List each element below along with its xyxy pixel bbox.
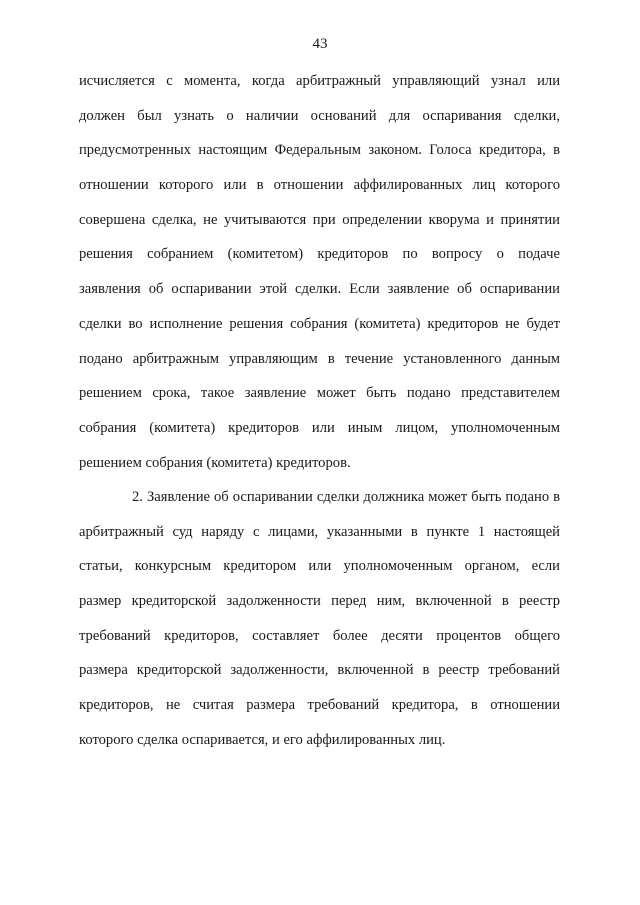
text-line: отношении которого или в отношении аффилированных лиц которого <box>79 177 560 194</box>
text-line: исчисляется с момента, когда арбитражный управляющий узнал или <box>79 73 560 89</box>
text-line: сделки во исполнение решения собрания (комитета) кредиторов не будет <box>79 315 560 332</box>
text-line: решением собрания (комитета) кредиторов. <box>79 454 351 471</box>
text-line: заявления об оспаривании этой сделки. Если заявление об оспаривании <box>79 281 560 298</box>
page-number: 43 <box>312 36 328 52</box>
text-line: подано арбитражным управляющим в течение установленного данным <box>79 350 560 367</box>
text-line: арбитражный суд наряду с лицами, указанными в пункте 1 настоящей <box>79 523 560 540</box>
text-line: решения собранием (комитетом) кредиторов по вопросу о подаче <box>79 246 560 263</box>
text-line: размера кредиторской задолженности, включенной в реестр требований <box>79 662 560 679</box>
text-line: которого сделка оспаривается, и его аффилированных лиц. <box>79 731 446 748</box>
paragraph-1 <box>79 64 560 480</box>
text-line: совершена сделка, не учитываются при определении кворума и принятии <box>79 211 560 228</box>
paragraph-2 <box>79 480 560 758</box>
text-line: кредиторов, не считая размера требований кредитора, в отношении <box>79 697 560 714</box>
text-line: требований кредиторов, составляет более десяти процентов общего <box>79 627 560 644</box>
text-line: размер кредиторской задолженности перед ним, включенной в реестр <box>79 593 560 610</box>
text-line: 2. Заявление об оспаривании сделки должника может быть подано в <box>132 489 560 505</box>
text-line: предусмотренных настоящим Федеральным законом. Голоса кредитора, в <box>79 142 560 159</box>
text-line: должен был узнать о наличии оснований для оспаривания сделки, <box>79 107 560 124</box>
text-line: решением срока, такое заявление может быть подано представителем <box>79 385 560 402</box>
text-line: собрания (комитета) кредиторов или иным лицом, уполномоченным <box>79 419 560 436</box>
text-line: статьи, конкурсным кредитором или уполномоченным органом, если <box>79 558 560 575</box>
